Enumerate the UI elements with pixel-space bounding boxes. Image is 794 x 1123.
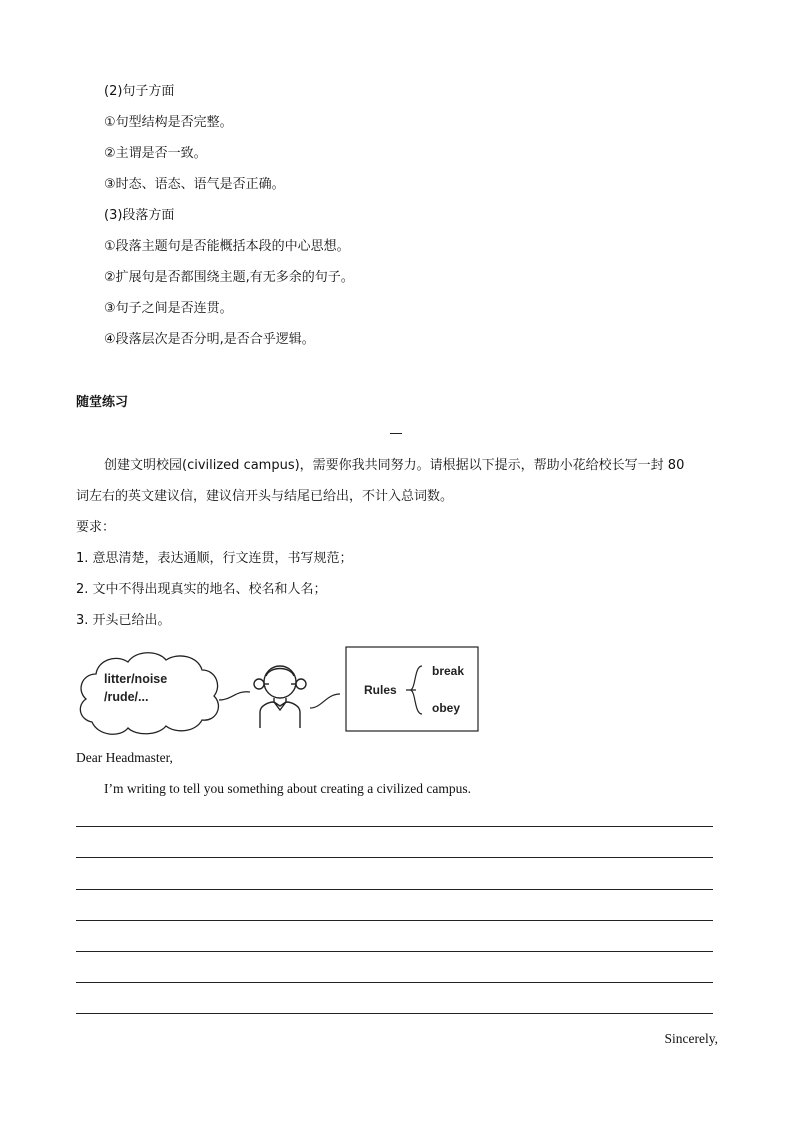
paragraph-item: ④段落层次是否分明,是否合乎逻辑。 [104,332,315,347]
paragraph-item: ②扩展句是否都围绕主题,有无多余的句子。 [104,270,354,285]
sentence-item: ③时态、语态、语气是否正确。 [104,177,285,192]
paragraph-item: ①段落主题句是否能概括本段的中心思想。 [104,239,350,254]
writing-line [76,826,713,827]
writing-line [76,1013,713,1014]
cloud-text-line2: /rude/... [104,690,149,704]
sentence-heading: (2)句子方面 [104,84,175,99]
requirement-item: 2. 文中不得出现真实的地名、校名和人名； [76,582,327,597]
writing-line [76,857,713,858]
requirement-item: 1. 意思清楚，表达通顺，行文连贯，书写规范； [76,551,353,566]
cloud-text-line1: litter/noise [104,672,168,686]
rules-box [346,647,478,731]
practice-title: 随堂练习 [76,395,129,410]
girl-icon [254,666,306,728]
illustration [74,644,484,740]
connector-left [219,692,250,700]
writing-line [76,920,713,921]
writing-line [76,982,713,983]
writing-line [76,951,713,952]
letter-opening: I’m writing to tell you something about creating a civilized campus. [104,781,472,796]
requirements-label: 要求： [76,520,116,535]
cloud-shape [80,653,218,735]
rules-label: Rules [364,683,397,697]
requirement-item: 3. 开头已给出。 [76,613,171,628]
branch-obey: obey [432,701,461,715]
prompt-line: 词左右的英文建议信，建议信开头与结尾已给出，不计入总词数。 [76,489,454,504]
branch-break: break [432,664,465,678]
sentence-item: ①句型结构是否完整。 [104,115,233,130]
paragraph-heading: (3)段落方面 [104,208,175,223]
sentence-item: ②主谓是否一致。 [104,146,207,161]
page-number-dash [390,433,402,434]
letter-salutation: Dear Headmaster, [76,750,173,765]
paragraph-item: ③句子之间是否连贯。 [104,301,233,316]
prompt-line: 创建文明校园(civilized campus)，需要你我共同努力。请根据以下提示，帮助小花给校长写一封 80 [104,458,685,473]
letter-closing: Sincerely, [664,1031,718,1046]
writing-line [76,889,713,890]
speech-cloud [80,653,218,735]
connector-right [310,694,340,708]
